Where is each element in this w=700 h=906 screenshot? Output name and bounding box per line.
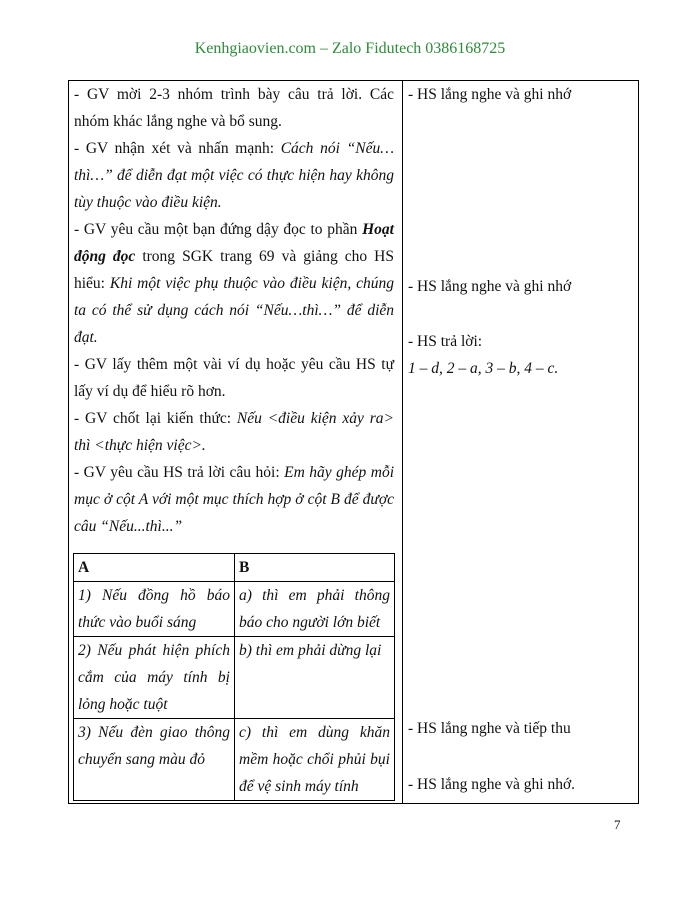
paragraph-6 <box>74 459 394 540</box>
page-number: 7 <box>614 817 621 832</box>
cell-b: a) thì em phải thông báo cho người lớn biết <box>235 582 395 637</box>
p2-italic: Cách nói “Nếu…thì…” để diễn đạt một việc có thực hiện hay không tùy thuộc vào điều kiện. <box>74 140 394 211</box>
cell-a: 3) Nếu đèn giao thông chuyển sang màu đỏ <box>74 719 235 801</box>
p2-lead: - GV nhận xét và nhấn mạnh: <box>74 140 281 157</box>
p3-bold-italic: Hoạt động đọc <box>74 221 394 265</box>
paragraph-2 <box>74 135 394 216</box>
cell-b: c) thì em dùng khăn mềm hoặc chổi phủi bụi để vệ sinh máy tính <box>235 719 395 801</box>
teacher-activities <box>74 81 394 540</box>
p3-italic: Khi một việc phụ thuộc vào điều kiện, chúng ta có thể sử dụng cách nói “Nếu…thì…” để diễn đạt. <box>74 275 394 346</box>
p3-mid: trong SGK trang 69 và giảng cho HS hiểu: <box>74 248 394 292</box>
paragraph-3 <box>74 216 394 351</box>
column-a-header: A <box>74 554 235 582</box>
student-response-5: - HS lắng nghe và ghi nhớ. <box>408 776 576 793</box>
cell-a: 1) Nếu đồng hồ báo thức vào buổi sáng <box>74 582 235 637</box>
p3-lead: - GV yêu cầu một bạn đứng dậy đọc to phần <box>74 221 363 238</box>
student-response-1: - HS lắng nghe và ghi nhớ <box>408 86 572 103</box>
student-response-3: - HS trả lời: <box>408 333 483 350</box>
lesson-table <box>68 80 639 804</box>
paragraph-5 <box>74 405 394 459</box>
matching-table-header <box>74 554 395 582</box>
student-response-2: - HS lắng nghe và ghi nhớ <box>408 278 572 295</box>
table-row <box>74 582 395 637</box>
p6-lead: - GV yêu cầu HS trả lời câu hỏi: <box>74 464 285 481</box>
p5-lead: - GV chốt lại kiến thức: <box>74 410 237 427</box>
column-divider <box>402 81 403 803</box>
student-response-4: - HS lắng nghe và tiếp thu <box>408 720 571 737</box>
matching-table <box>73 553 395 801</box>
page-header: Kenhgiaovien.com – Zalo Fidutech 0386168725 <box>194 40 506 57</box>
column-b-header: B <box>235 554 395 582</box>
cell-b: b) thì em phải dừng lại <box>235 637 395 719</box>
student-answer: 1 – d, 2 – a, 3 – b, 4 – c. <box>408 360 559 377</box>
p6-italic: Em hãy ghép mỗi mục ở cột A với một mục thích hợp ở cột B để được câu “Nếu...thì...” <box>74 464 394 535</box>
paragraph-4: - GV lấy thêm một vài ví dụ hoặc yêu cầu HS tự lấy ví dụ để hiểu rõ hơn. <box>74 356 394 400</box>
p5-italic: Nếu <điều kiện xảy ra> thì <thực hiện việc>. <box>74 410 394 454</box>
paragraph-1: - GV mời 2-3 nhóm trình bày câu trả lời. Các nhóm khác lắng nghe và bổ sung. <box>74 86 394 130</box>
table-row <box>74 719 395 801</box>
cell-a: 2) Nếu phát hiện phích cắm của máy tính bị lỏng hoặc tuột <box>74 637 235 719</box>
table-row <box>74 637 395 719</box>
